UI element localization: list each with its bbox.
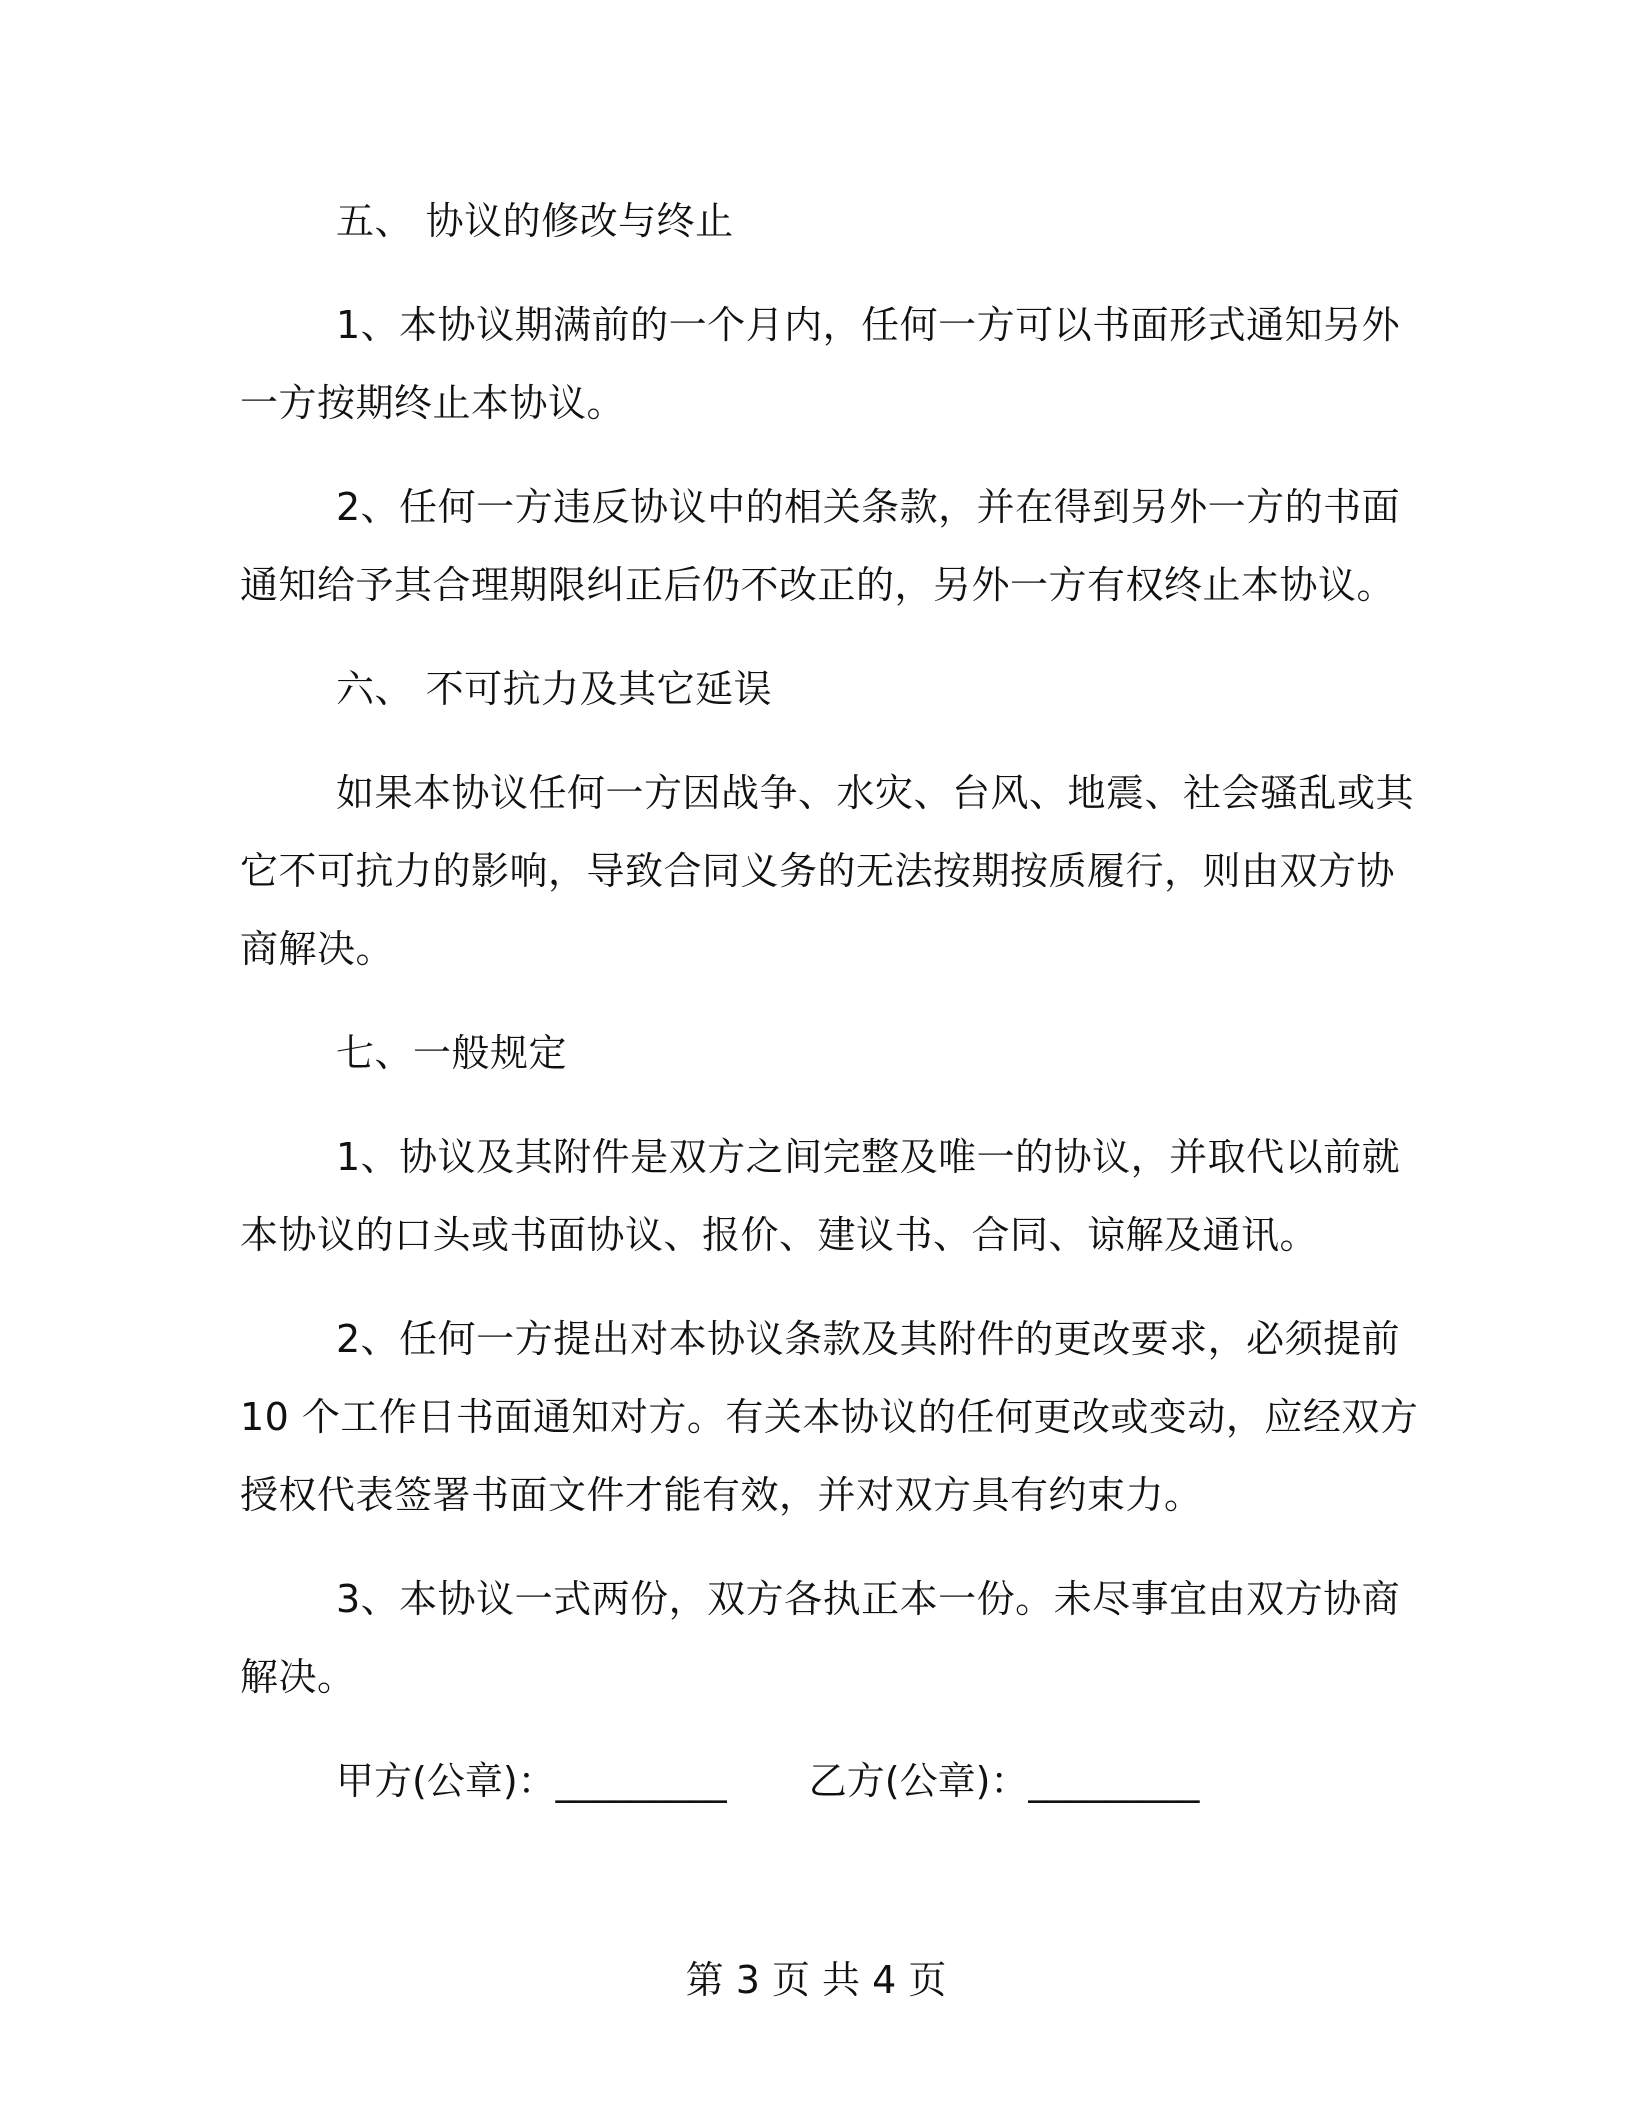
section-7-item-2-line-2: 10 个工作日书面通知对方。有关本协议的任何更改或变动，应经双方: [240, 1395, 1419, 1439]
party-a-signature: 甲方(公章)：_________: [336, 1759, 727, 1803]
section-7-item-3-line-1: 3、本协议一式两份，双方各执正本一份。未尽事宜由双方协商: [336, 1577, 1401, 1621]
section-5-heading: 五、 协议的修改与终止: [336, 199, 734, 243]
section-5-item-2-line-2: 通知给予其合理期限纠正后仍不改正的，另外一方有权终止本协议。: [240, 563, 1396, 607]
section-6-para-line-3: 商解决。: [240, 927, 395, 971]
page-number-footer: 第 3 页 共 4 页: [685, 1958, 947, 2002]
section-7-item-1-line-2: 本协议的口头或书面协议、报价、建议书、合同、谅解及通讯。: [240, 1213, 1319, 1257]
section-6-para-line-1: 如果本协议任何一方因战争、水灾、台风、地震、社会骚乱或其: [336, 771, 1415, 815]
section-5-item-1-line-1: 1、本协议期满前的一个月内，任何一方可以书面形式通知另外: [336, 303, 1401, 347]
section-6-para-line-2: 它不可抗力的影响，导致合同义务的无法按期按质履行，则由双方协: [240, 849, 1396, 893]
document-body: [240, 182, 1419, 1820]
section-6-heading: 六、 不可抗力及其它延误: [336, 667, 773, 711]
section-7-item-2-line-1: 2、任何一方提出对本协议条款及其附件的更改要求，必须提前: [336, 1317, 1401, 1361]
party-b-signature: 乙方(公章)：_________: [808, 1759, 1200, 1803]
section-7-item-2-line-3: 授权代表签署书面文件才能有效，并对双方具有约束力。: [240, 1473, 1203, 1517]
section-7-item-3-line-2: 解决。: [240, 1655, 356, 1699]
section-7-item-1-line-1: 1、协议及其附件是双方之间完整及唯一的协议，并取代以前就: [336, 1135, 1401, 1179]
section-5-item-1-line-2: 一方按期终止本协议。: [240, 381, 626, 425]
section-7-heading: 七、一般规定: [336, 1031, 568, 1075]
section-5-item-2-line-1: 2、任何一方违反协议中的相关条款，并在得到另外一方的书面: [336, 485, 1401, 529]
signature-row: [240, 1742, 1380, 1820]
